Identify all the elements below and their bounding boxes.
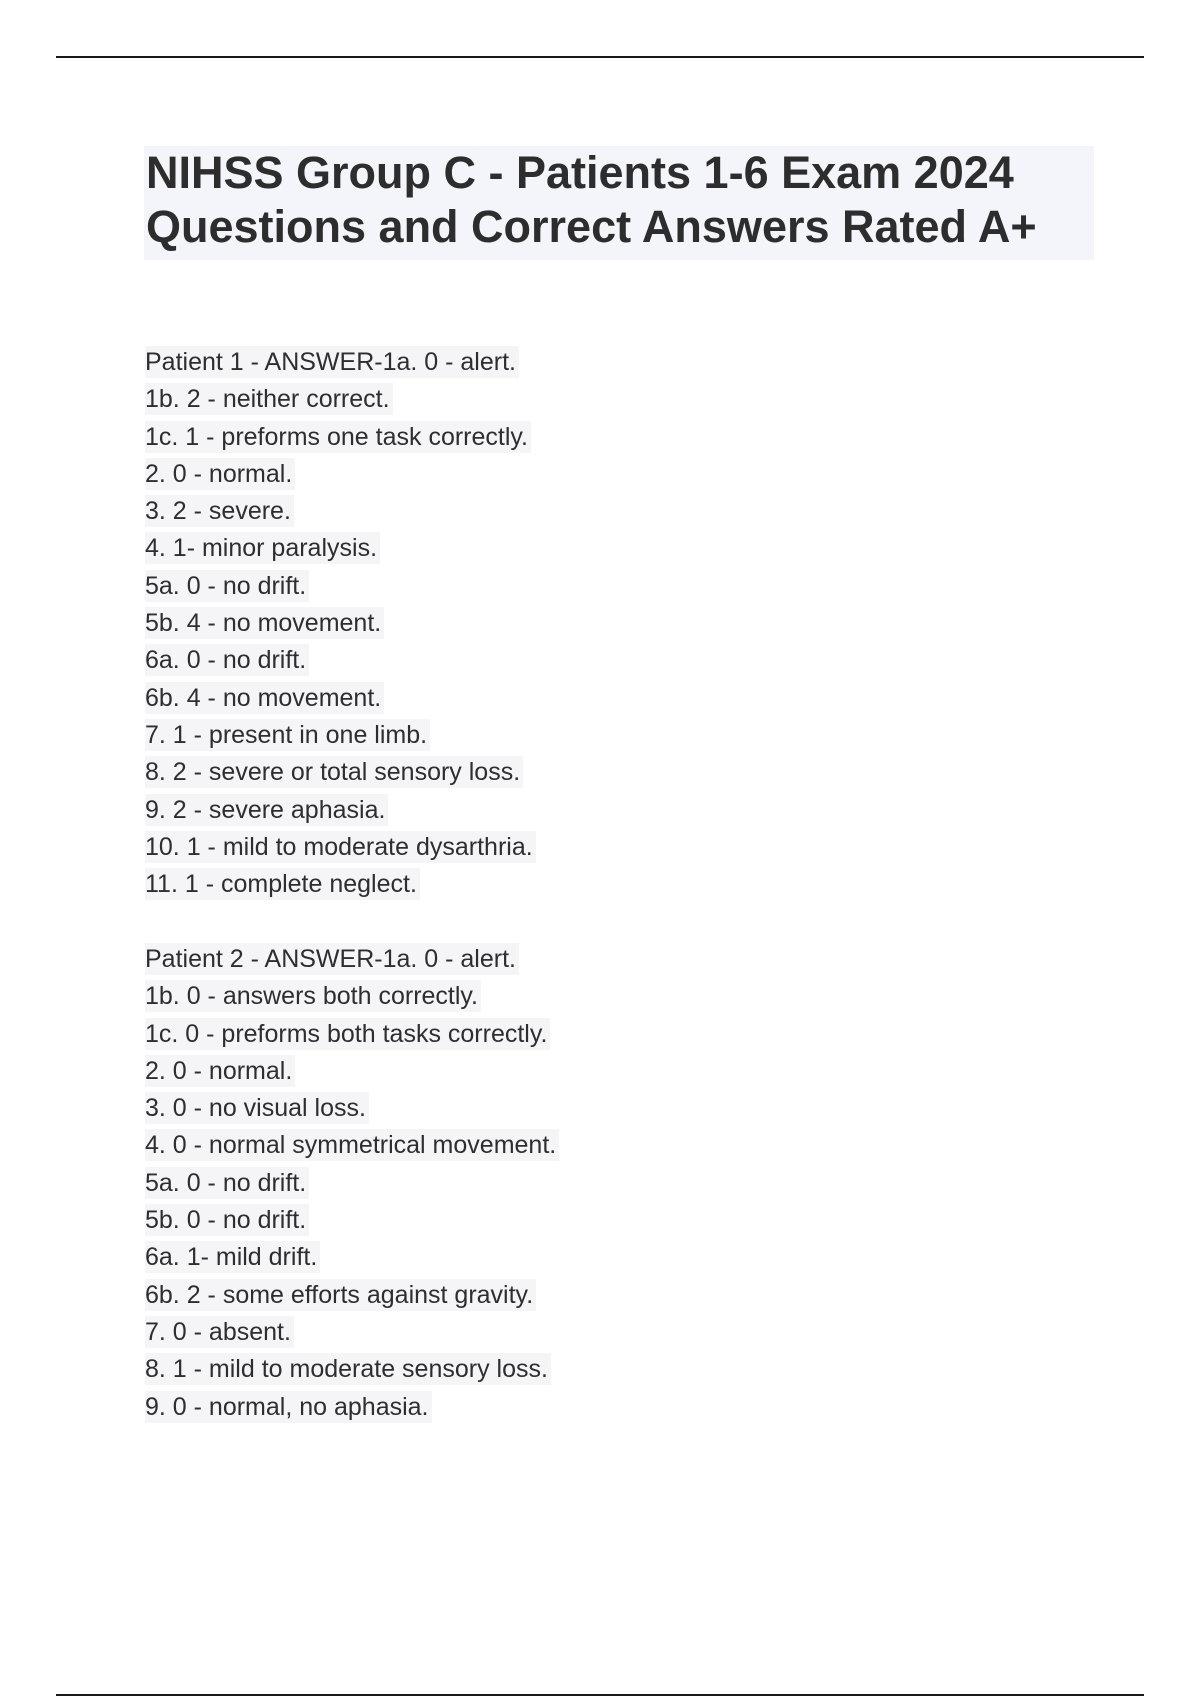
answer-line: 6a. 0 - no drift. xyxy=(145,644,1045,681)
answer-line: 2. 0 - normal. xyxy=(145,458,1045,495)
answer-line: 8. 2 - severe or total sensory loss. xyxy=(145,756,1045,793)
answer-line: 6b. 4 - no movement. xyxy=(145,682,1045,719)
answer-line: 1c. 1 - preforms one task correctly. xyxy=(145,421,1045,458)
answer-line: 10. 1 - mild to moderate dysarthria. xyxy=(145,831,1045,868)
answer-line: 4. 1- minor paralysis. xyxy=(145,532,1045,569)
answer-line: 3. 2 - severe. xyxy=(145,495,1045,532)
answer-line: 1b. 2 - neither correct. xyxy=(145,383,1045,420)
answer-line: 8. 1 - mild to moderate sensory loss. xyxy=(145,1353,1045,1390)
answer-line: 5b. 0 - no drift. xyxy=(145,1204,1045,1241)
top-divider xyxy=(56,56,1144,58)
answer-line: 2. 0 - normal. xyxy=(145,1055,1045,1092)
answer-line: 5a. 0 - no drift. xyxy=(145,570,1045,607)
answer-line: 1c. 0 - preforms both tasks correctly. xyxy=(145,1018,1045,1055)
document-title: NIHSS Group C - Patients 1-6 Exam 2024 Questions and Correct Answers Rated A+ xyxy=(146,147,1037,252)
answer-line: Patient 2 - ANSWER-1a. 0 - alert. xyxy=(145,943,1045,980)
patient-1-answers xyxy=(145,346,1045,905)
answer-line: 9. 2 - severe aphasia. xyxy=(145,794,1045,831)
bottom-divider xyxy=(56,1694,1144,1696)
answer-line: 4. 0 - normal symmetrical movement. xyxy=(145,1129,1045,1166)
answer-line: 5b. 4 - no movement. xyxy=(145,607,1045,644)
answer-line: 5a. 0 - no drift. xyxy=(145,1167,1045,1204)
answer-line: 9. 0 - normal, no aphasia. xyxy=(145,1391,1045,1428)
answer-line: 11. 1 - complete neglect. xyxy=(145,868,1045,905)
patient-2-answers xyxy=(145,943,1045,1428)
answer-line: 1b. 0 - answers both correctly. xyxy=(145,980,1045,1017)
answer-line: 7. 1 - present in one limb. xyxy=(145,719,1045,756)
answer-line: Patient 1 - ANSWER-1a. 0 - alert. xyxy=(145,346,1045,383)
answer-line: 3. 0 - no visual loss. xyxy=(145,1092,1045,1129)
answer-line: 7. 0 - absent. xyxy=(145,1316,1045,1353)
title-block xyxy=(144,146,1094,260)
answer-line: 6b. 2 - some efforts against gravity. xyxy=(145,1279,1045,1316)
answer-line: 6a. 1- mild drift. xyxy=(145,1241,1045,1278)
